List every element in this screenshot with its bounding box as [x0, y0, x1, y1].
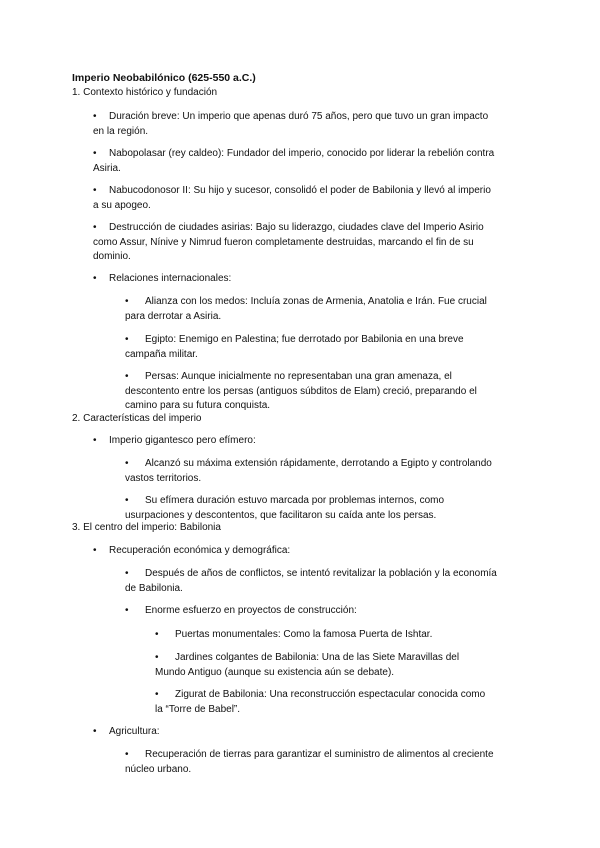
bullet: • — [93, 222, 97, 233]
bullet: • — [93, 185, 97, 196]
list-item-text: Nabucodonosor II: Su hijo y sucesor, consolidó el poder de Babilonia y llevó al imperio — [109, 185, 491, 196]
bullet: • — [93, 726, 97, 737]
list-item-text: Asiria. — [93, 162, 121, 174]
bullet: • — [125, 568, 129, 579]
list-item-text: de Babilonia. — [125, 582, 183, 594]
list-item-text: a su apogeo. — [93, 199, 151, 211]
sub-list-item — [125, 295, 525, 324]
list-item-text: Zigurat de Babilonia: Una reconstrucción espectacular conocida como — [175, 689, 486, 700]
list-item-text: núcleo urbano. — [125, 763, 192, 775]
list-item — [93, 544, 523, 559]
list-item — [93, 725, 523, 740]
bullet: • — [93, 273, 97, 284]
list-item — [93, 221, 523, 265]
bullet: • — [155, 652, 159, 663]
list-item-text: como Assur, Nínive y Nimrud fueron completamente destruidas, marcando el fin de su — [93, 236, 474, 248]
list-item-text: Mundo Antiguo (aunque su existencia aún se debate). — [155, 666, 395, 678]
list-item-text: vastos territorios. — [125, 472, 202, 484]
list-item-text: Persas: Aunque inicialmente no representaban una gran amenaza, el — [145, 371, 452, 382]
list-item-text: dominio. — [93, 251, 131, 262]
list-item-text: Enorme esfuerzo en proyectos de construcción: — [145, 605, 357, 616]
list-item-text: Después de años de conflictos, se intentó revitalizar la población y la economía — [145, 568, 497, 579]
bullet: • — [93, 148, 97, 159]
bullet: • — [125, 458, 129, 469]
list-item-text: camino para su futura conquista. — [125, 400, 271, 411]
sub-list-item — [125, 604, 525, 619]
sub-list-item — [125, 457, 525, 486]
list-item-text: descontento entre los persas (antiguos súbditos de Elam) creció, preparando el — [125, 385, 477, 397]
bullet: • — [93, 111, 97, 122]
list-item-text: Alcanzó su máxima extensión rápidamente, derrotando a Egipto y controlando — [145, 458, 492, 469]
list-item-text: Egipto: Enemigo en Palestina; fue derrotado por Babilonia en una breve — [145, 334, 464, 345]
bullet: • — [125, 495, 129, 506]
list-item-text: Jardines colgantes de Babilonia: Una de las Siete Maravillas del — [175, 652, 460, 663]
list-item — [93, 110, 523, 139]
list-item-text: para derrotar a Asiria. — [125, 310, 222, 322]
sub-sub-list-item — [155, 651, 525, 680]
bullet: • — [93, 435, 97, 446]
list-item-text: en la región. — [93, 125, 149, 137]
bullet: • — [125, 296, 129, 307]
sub-list-item — [125, 567, 525, 596]
list-item-text: campaña militar. — [125, 348, 198, 360]
list-item-text: Su efímera duración estuvo marcada por problemas internos, como — [145, 495, 445, 506]
list-item-text: Relaciones internacionales: — [109, 273, 232, 284]
list-item-text: Duración breve: Un imperio que apenas duró 75 años, pero que tuvo un gran impacto — [109, 111, 489, 122]
document-title: Imperio Neobabilónico (625-550 a.C.) — [72, 72, 256, 84]
bullet: • — [125, 605, 129, 616]
section-heading-2: 2. Características del imperio — [72, 413, 202, 424]
bullet: • — [125, 371, 129, 382]
bullet: • — [125, 749, 129, 760]
list-item — [93, 147, 523, 176]
list-item-text: Puertas monumentales: Como la famosa Puerta de Ishtar. — [175, 629, 433, 640]
section-heading-1: 1. Contexto histórico y fundación — [72, 87, 218, 98]
bullet: • — [125, 334, 129, 345]
list-item-text: Destrucción de ciudades asirias: Bajo su liderazgo, ciudades clave del Imperio Asirio — [109, 222, 484, 233]
bullet: • — [93, 545, 97, 556]
list-item-text: la “Torre de Babel”. — [155, 703, 241, 715]
list-item-text: Nabopolasar (rey caldeo): Fundador del imperio, conocido por liderar la rebelión contra — [109, 148, 495, 159]
sub-list-item — [125, 370, 525, 414]
list-item — [93, 184, 523, 213]
sub-list-item — [125, 494, 525, 523]
list-item — [93, 272, 523, 287]
bullet: • — [155, 689, 159, 700]
list-item-text: Alianza con los medos: Incluía zonas de Armenia, Anatolia e Irán. Fue crucial — [145, 296, 487, 307]
sub-list-item — [125, 333, 525, 362]
sub-sub-list-item — [155, 628, 525, 643]
list-item-text: Agricultura: — [109, 726, 160, 737]
sub-sub-list-item — [155, 688, 525, 717]
list-item-text: Imperio gigantesco pero efímero: — [109, 435, 256, 446]
list-item-text: Recuperación económica y demográfica: — [109, 545, 291, 556]
list-item-text: usurpaciones y descontentos, que facilitaron su caída ante los persas. — [125, 509, 437, 521]
section-heading-3: 3. El centro del imperio: Babilonia — [72, 522, 221, 533]
list-item — [93, 434, 523, 449]
sub-list-item — [125, 748, 525, 777]
bullet: • — [155, 629, 159, 640]
list-item-text: Recuperación de tierras para garantizar el suministro de alimentos al creciente — [145, 749, 494, 760]
